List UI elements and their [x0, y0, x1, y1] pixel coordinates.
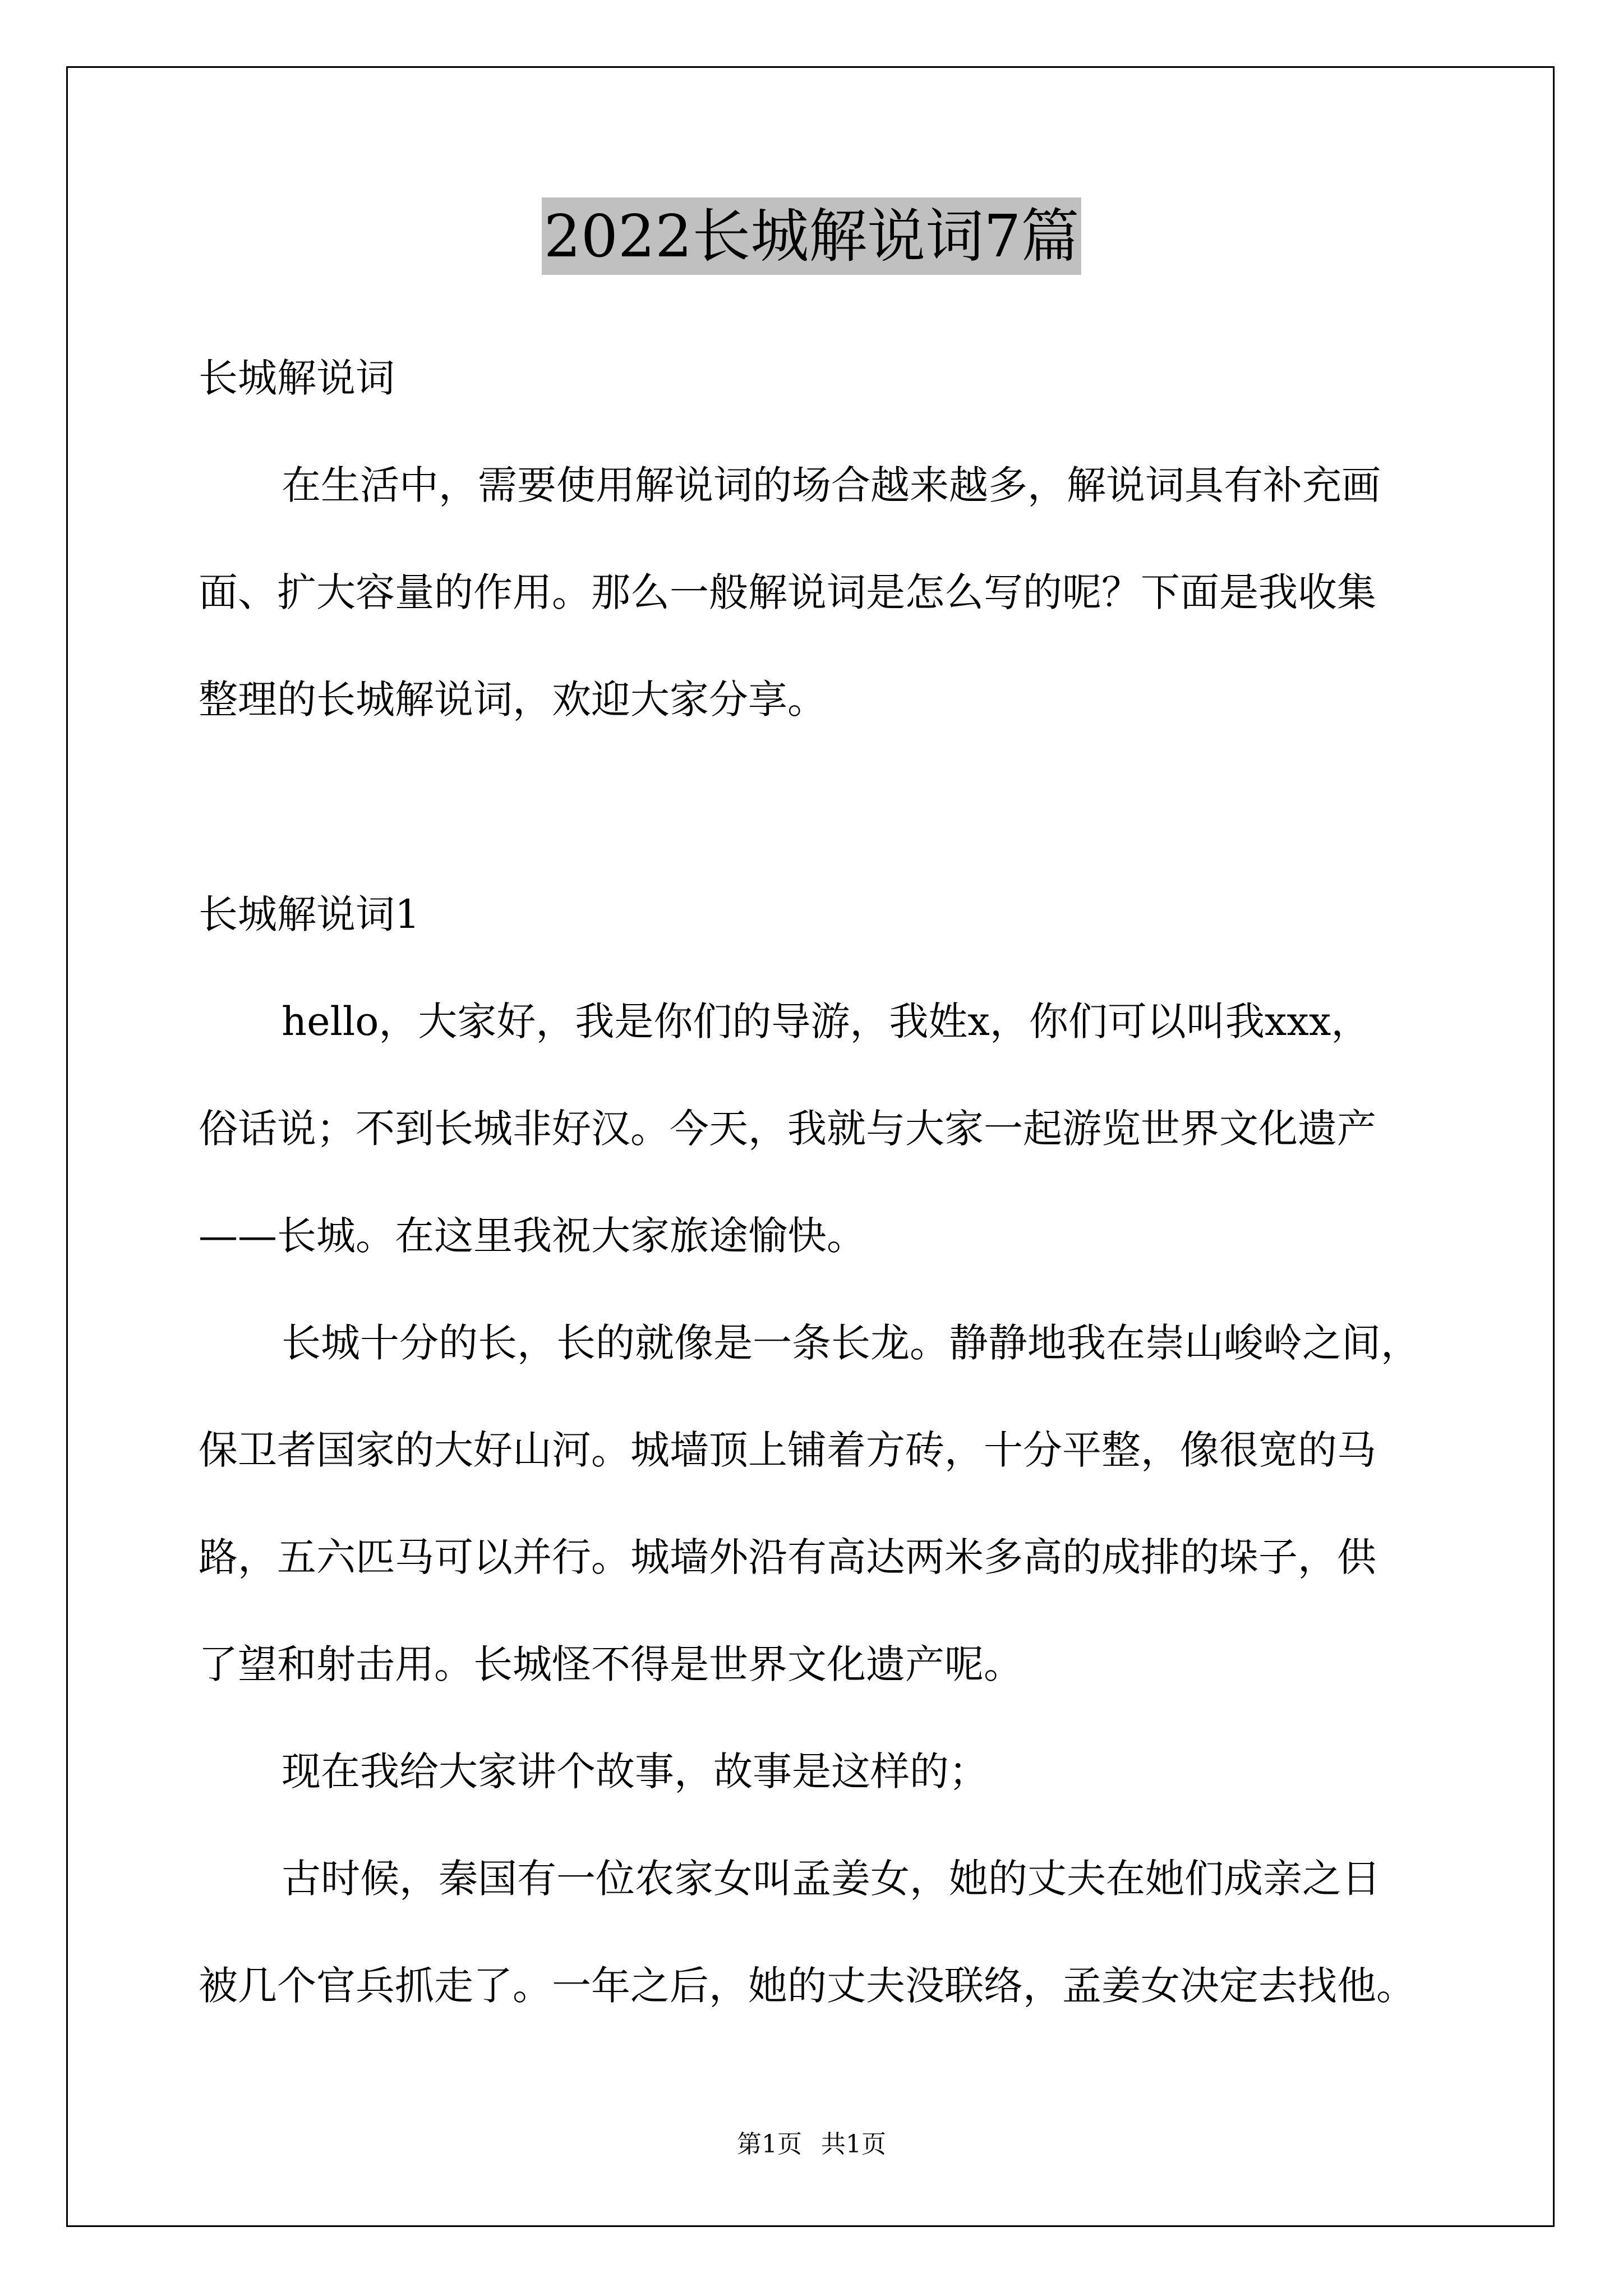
paragraph-line: 俗话说；不到长城非好汉。今天，我就与大家一起游览世界文化遗产 — [199, 1106, 1376, 1152]
intro-line-3: 整理的长城解说词，欢迎大家分享。 — [199, 677, 827, 723]
paragraph-line: hello，大家好，我是你们的导游，我姓x，你们可以叫我xxx， — [282, 999, 1371, 1045]
paragraph-line: 了望和射击用。长城怪不得是世界文化遗产呢。 — [199, 1641, 1023, 1687]
title-container — [0, 197, 1623, 275]
paragraph-line: ——长城。在这里我祝大家旅途愉快。 — [199, 1213, 866, 1259]
section-heading: 长城解说词 — [199, 355, 395, 401]
page-footer — [0, 2129, 1623, 2160]
subsection-heading: 长城解说词1 — [199, 891, 420, 937]
paragraph-line: 被几个官兵抓走了。一年之后，她的丈夫没联络，孟姜女决定去找他。 — [199, 1963, 1415, 2009]
paragraph-line: 现在我给大家讲个故事，故事是这样的； — [282, 1749, 988, 1795]
paragraph-line: 保卫者国家的大好山河。城墙顶上铺着方砖，十分平整，像很宽的马 — [199, 1427, 1376, 1473]
page-number: 第1页 — [737, 2130, 802, 2159]
paragraph-line: 长城十分的长，长的就像是一条长龙。静静地我在崇山峻岭之间， — [282, 1320, 1420, 1366]
paragraph-line: 古时候，秦国有一位农家女叫孟姜女，她的丈夫在她们成亲之日 — [282, 1856, 1381, 1902]
intro-line-1: 在生活中，需要使用解说词的场合越来越多，解说词具有补充画 — [282, 462, 1381, 508]
page-total: 共1页 — [821, 2130, 886, 2159]
paragraph-line: 路，五六匹马可以并行。城墙外沿有高达两米多高的成排的垛子，供 — [199, 1534, 1376, 1580]
document-title: 2022长城解说词7篇 — [542, 197, 1082, 275]
intro-line-2: 面、扩大容量的作用。那么一般解说词是怎么写的呢？下面是我收集 — [199, 569, 1376, 615]
